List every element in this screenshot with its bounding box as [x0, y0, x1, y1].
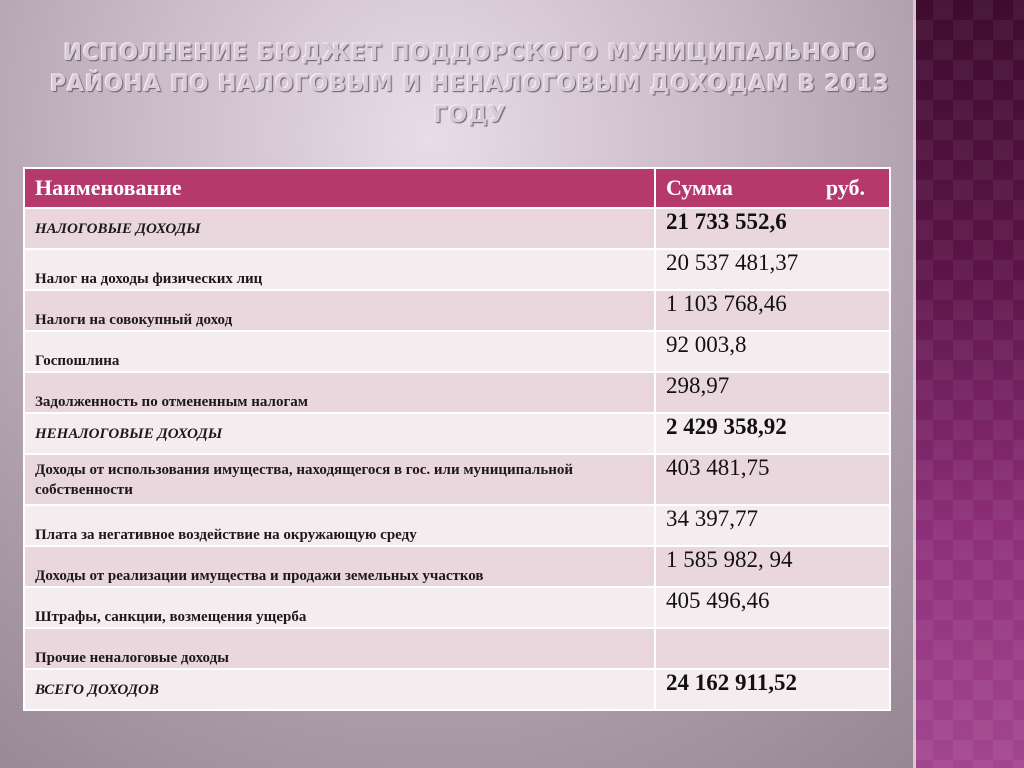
row-sum: 21 733 552,6	[655, 208, 890, 249]
column-header-unit: руб.	[825, 175, 865, 200]
row-name: ВСЕГО ДОХОДОВ	[24, 669, 655, 710]
row-name: Доходы от реализации имущества и продажи земельных участков	[24, 546, 655, 587]
table-row	[24, 331, 890, 372]
slide-title: ИСПОЛНЕНИЕ БЮДЖЕТ ПОДДОРСКОГО МУНИЦИПАЛЬНОГО РАЙОНА ПО НАЛОГОВЫМ И НЕНАЛОГОВЫМ ДОХОДАМ В 2013 ГОДУ	[50, 41, 890, 128]
table-header-row	[24, 168, 890, 208]
table-row	[24, 372, 890, 413]
decorative-side-band	[913, 0, 1024, 768]
row-name: НАЛОГОВЫЕ ДОХОДЫ	[24, 208, 655, 249]
table-row	[24, 454, 890, 505]
row-sum: 2 429 358,92	[655, 413, 890, 454]
row-name: Доходы от использования имущества, находящегося в гос. или муниципальной собственности	[24, 454, 655, 505]
row-sum: 1 585 982, 94	[655, 546, 890, 587]
row-sum: 34 397,77	[655, 505, 890, 546]
row-name: Налоги на совокупный доход	[24, 290, 655, 331]
row-sum	[655, 628, 890, 669]
table-row	[24, 208, 890, 249]
row-name: Налог на доходы физических лиц	[24, 249, 655, 290]
table-row	[24, 505, 890, 546]
table-row	[24, 546, 890, 587]
row-sum: 92 003,8	[655, 331, 890, 372]
table-row	[24, 587, 890, 628]
row-sum: 1 103 768,46	[655, 290, 890, 331]
row-name: Госпошлина	[24, 331, 655, 372]
table-row	[24, 669, 890, 710]
column-header-name: Наименование	[24, 168, 655, 208]
table-row	[24, 413, 890, 454]
row-name: Штрафы, санкции, возмещения ущерба	[24, 587, 655, 628]
table-row	[24, 249, 890, 290]
row-sum: 403 481,75	[655, 454, 890, 505]
budget-table	[23, 167, 891, 711]
table-row	[24, 290, 890, 331]
row-name: НЕНАЛОГОВЫЕ ДОХОДЫ	[24, 413, 655, 454]
row-sum: 405 496,46	[655, 587, 890, 628]
row-sum: 20 537 481,37	[655, 249, 890, 290]
row-name: Плата за негативное воздействие на окружающую среду	[24, 505, 655, 546]
table-row	[24, 628, 890, 669]
column-header-sum-label: Сумма	[666, 175, 733, 200]
row-sum: 298,97	[655, 372, 890, 413]
row-name: Прочие неналоговые доходы	[24, 628, 655, 669]
column-header-sum	[655, 168, 890, 208]
row-name: Задолженность по отмененным налогам	[24, 372, 655, 413]
row-sum: 24 162 911,52	[655, 669, 890, 710]
